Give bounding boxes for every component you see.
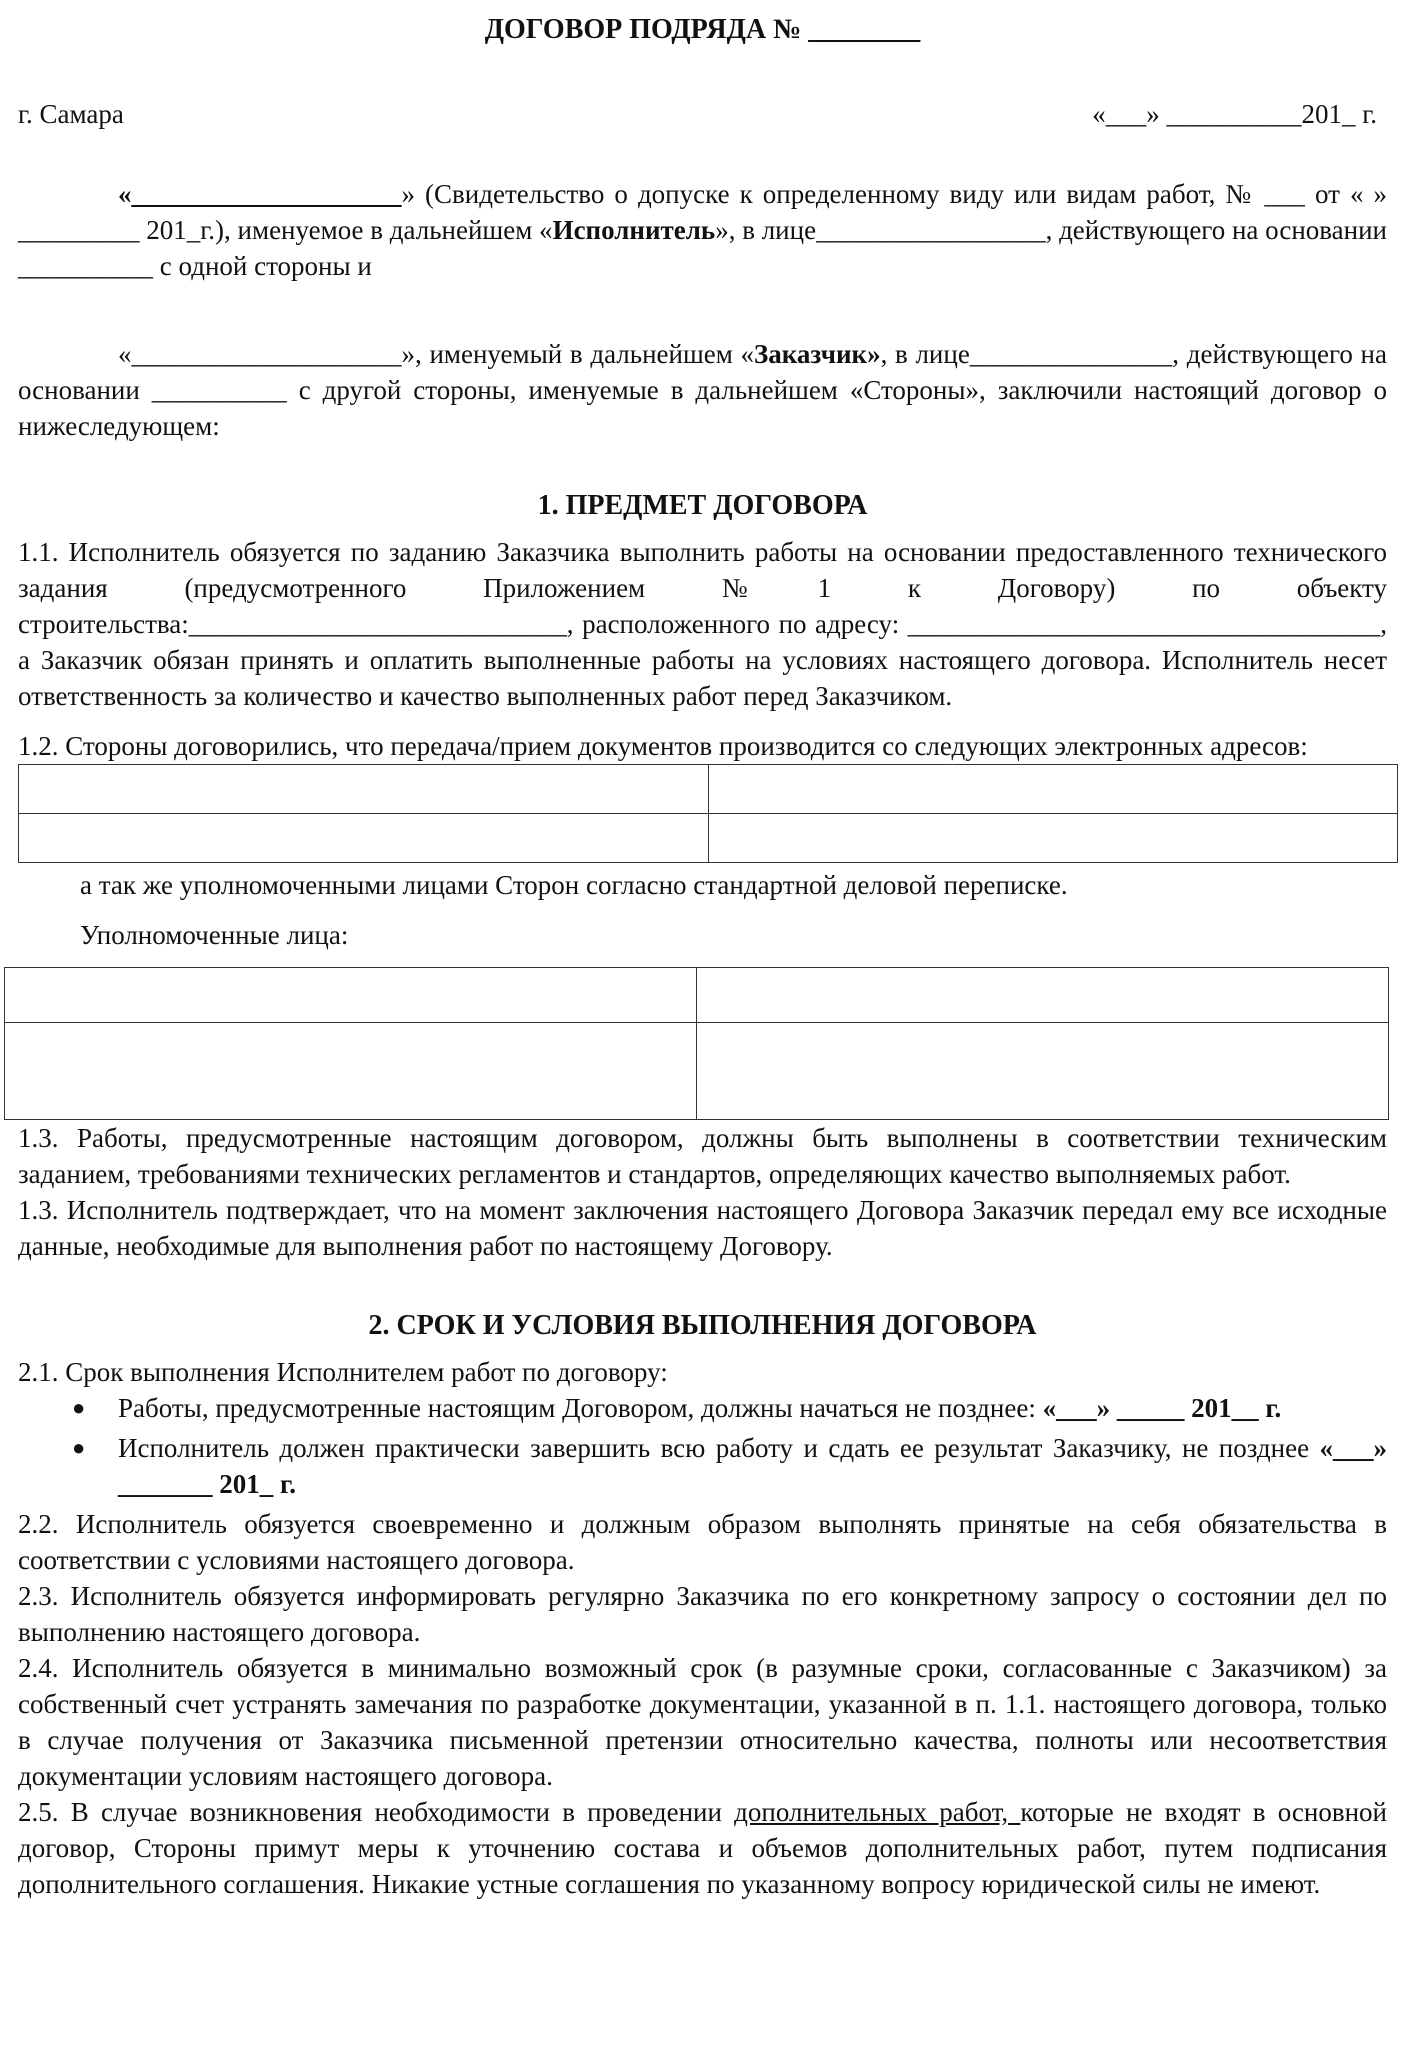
email-addresses-table — [18, 764, 1398, 863]
list-item: ● Работы, предусмотренные настоящим Договором, должны начаться не позднее: «___» _____ 201__ г. — [118, 1390, 1387, 1426]
clause-1-3-works: 1.3. Работы, предусмотренные настоящим договором, должны быть выполнены в соответствии техническим заданием, требованиями технических регламентов и стандартов, определяющих качество выполняемых работ. — [18, 1123, 1387, 1189]
deadline-list — [18, 1390, 1387, 1502]
clause-2-3: 2.3. Исполнитель обязуется информировать регулярно Заказчика по его конкретному запросу о состоянии дел по выполнению настоящего договора. — [18, 1581, 1387, 1647]
email-cell — [708, 765, 1398, 814]
clause-1-3-data: 1.3. Исполнитель подтверждает, что на момент заключения настоящего Договора Заказчик передал ему все исходные данные, необходимые для выполнения работ по настоящему Договору. — [18, 1195, 1387, 1261]
clause-2-5: 2.5. В случае возникновения необходимости в проведении дополнительных работ, которые не входят в основной договор, Стороны примут меры к уточнению состава и объемов дополнительных работ, путем подписания дополнительного соглашения. Никакие устные соглашения по указанному вопросу юридической силы не имеют. — [18, 1797, 1387, 1899]
document-title: ДОГОВОР ПОДРЯДА № ________ — [484, 14, 921, 45]
list-item: ● Исполнитель должен практически завершить всю работу и сдать ее результат Заказчику, не позднее «___» _______ 201_ г. — [118, 1430, 1387, 1502]
additional-works-term: дополнительных работ, — [734, 1797, 1021, 1827]
preamble-executor: «____________________» (Свидетельство о допуске к определенному виду или видам работ, № ___ от « » _________ 201_г.), именуемое в дальнейшем «Исполнитель», в лице_________________, действующего на основании __________ с одной стороны и — [18, 179, 1387, 281]
section-1-title: 1. ПРЕДМЕТ ДОГОВОРА — [537, 490, 868, 521]
clause-1-2: 1.2. Стороны договорились, что передача/прием документов производится со следующих электронных адресов: — [18, 731, 1308, 761]
email-cell — [19, 765, 709, 814]
section-2-title: 2. СРОК И УСЛОВИЯ ВЫПОЛНЕНИЯ ДОГОВОРА — [368, 1310, 1037, 1341]
authorized-cell — [697, 1023, 1389, 1120]
bullet-icon: ● — [72, 1395, 86, 1420]
city-date-row — [18, 96, 1377, 132]
clause-2-2: 2.2. Исполнитель обязуется своевременно и должным образом выполнять принятые на себя обязательства в соответствии с условиями настоящего договора. — [18, 1509, 1387, 1575]
clause-1-1: 1.1. Исполнитель обязуется по заданию Заказчика выполнить работы на основании предоставленного технического задания (предусмотренного Приложением №1 к Договору) по объекту строительства:____________________________, расположенного по адресу: ___________________________________, а Заказчик обязан принять и оплатить выполненные работы на условиях настоящего договора. Исполнитель несет ответственность за количество и качество выполненных работ перед Заказчиком. — [18, 537, 1387, 711]
authorized-cell — [5, 1023, 697, 1120]
authorized-persons-label: Уполномоченные лица: — [80, 920, 349, 950]
authorized-persons-table — [4, 967, 1389, 1120]
preamble-customer: «____________________», именуемый в дальнейшем «Заказчик», в лице_______________, действующего на основании __________ с другой стороны, именуемые в дальнейшем «Стороны», заключили настоящий договор о нижеследующем: — [18, 339, 1387, 441]
email-cell — [19, 814, 709, 863]
clause-2-4: 2.4. Исполнитель обязуется в минимально возможный срок (в разумные сроки, согласованные с Заказчиком) за собственный счет устранять замечания по разработке документации, указанной в п. 1.1. настоящего договора, только в случае получения от Заказчика письменной претензии относительно качества, полноты или несоответствия документации условиям настоящего договора. — [18, 1653, 1387, 1791]
clause-1-2-continuation: а так же уполномоченными лицами Сторон согласно стандартной деловой переписке. — [80, 870, 1068, 900]
contract-date: «___» __________201_ г. — [1092, 99, 1377, 129]
clause-2-1: 2.1. Срок выполнения Исполнителем работ по договору: — [18, 1357, 668, 1387]
authorized-cell — [697, 968, 1389, 1023]
customer-term: Заказчик» — [754, 339, 881, 369]
bullet-icon: ● — [72, 1435, 86, 1460]
authorized-cell — [5, 968, 697, 1023]
executor-name-blank: «____________________ — [118, 179, 402, 209]
executor-term: Исполнитель — [552, 215, 716, 245]
city: г. Самара — [18, 99, 124, 129]
email-cell — [708, 814, 1398, 863]
